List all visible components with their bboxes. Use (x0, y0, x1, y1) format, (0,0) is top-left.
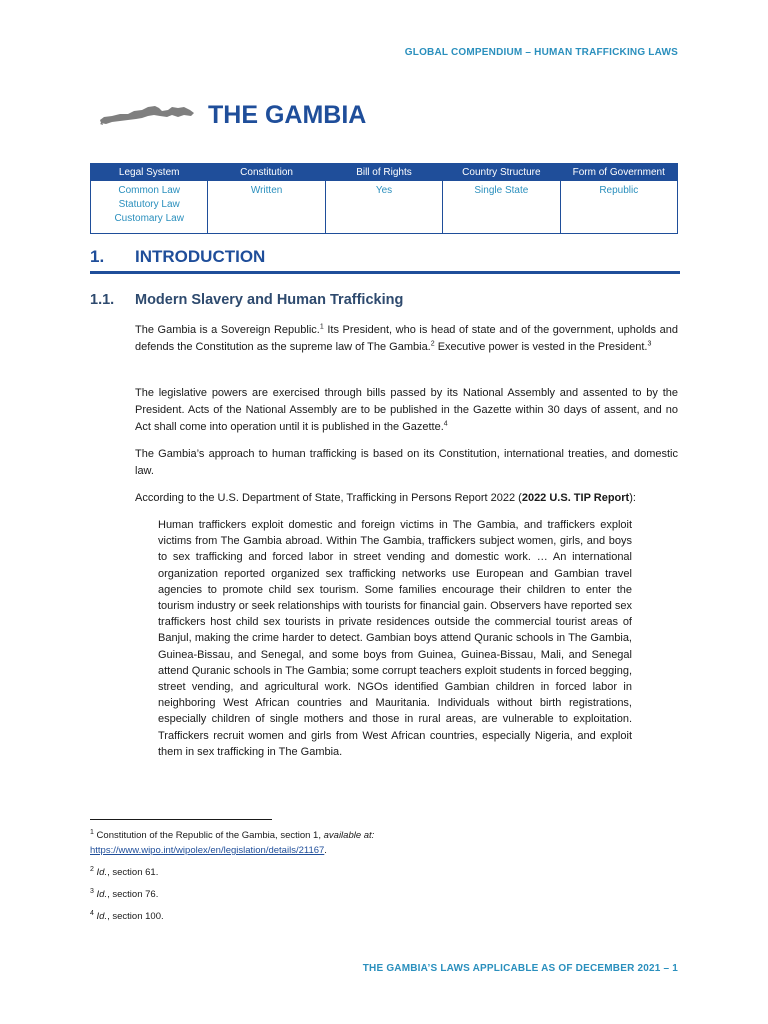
header-legal-system: Legal System (91, 164, 208, 181)
cell-form-of-government: Republic (560, 181, 677, 234)
section-number: 1. (90, 247, 105, 266)
italic-text: available at: (323, 830, 375, 841)
legal-system-item: Common Law (118, 185, 181, 196)
header-form-of-government: Form of Government (560, 164, 677, 181)
text-span: The legislative powers are exercised through bills passed by its National Assembly and assented to by the President. Acts of the National Assembly are to be published in the Gazette within 30 days of assent, and no Act shall come into operation until it is published in the Gazette. (135, 387, 678, 433)
cell-constitution: Written (208, 181, 325, 234)
footnote-ref[interactable]: 3 (647, 340, 652, 348)
italic-text: Id. (96, 867, 108, 878)
paragraph-legislative-powers (135, 385, 678, 436)
footnote-1 (90, 828, 374, 858)
section-title: INTRODUCTION (135, 247, 266, 266)
footnote-number: 4 (90, 909, 94, 917)
bold-term: 2022 U.S. TIP Report (521, 492, 630, 504)
cell-bill-of-rights: Yes (325, 181, 442, 234)
footnote-2 (90, 865, 158, 880)
footnote-ref[interactable]: 2 (430, 340, 435, 348)
italic-text: Id. (96, 911, 108, 922)
text-span: The Gambia is a Sovereign Republic. (135, 324, 320, 336)
text-span: , section 100. (107, 911, 164, 922)
footnote-ref[interactable]: 4 (443, 420, 448, 428)
text-span: According to the U.S. Department of State, Trafficking in Persons Report 2022 ( (135, 492, 522, 504)
footnote-number: 1 (90, 828, 94, 836)
running-footer: THE GAMBIA’S LAWS APPLICABLE AS OF DECEMBER 2021 – 1 (362, 963, 678, 974)
running-header: GLOBAL COMPENDIUM – HUMAN TRAFFICKING LAWS (404, 47, 678, 58)
footnote-4 (90, 909, 164, 924)
footnote-3 (90, 887, 158, 902)
text-span: Constitution of the Republic of the Gambia, section 1, (93, 830, 324, 841)
gambia-map-icon (98, 99, 196, 131)
paragraph-tip-report-intro (135, 490, 678, 507)
table-row (91, 181, 678, 234)
footnote-number: 3 (90, 887, 94, 895)
cell-legal-system (91, 181, 208, 234)
text-span: , section 61. (107, 867, 159, 878)
text-span: Its President, who is head of state and of the government, upholds and defends the Constitution as the supreme law of The Gambia. (135, 324, 678, 353)
footnote-divider (90, 819, 272, 820)
subsection-heading (90, 292, 403, 308)
paragraph-sovereign-republic (135, 322, 678, 356)
text-span: Executive power is vested in the President. (434, 341, 648, 353)
subsection-title: Modern Slavery and Human Trafficking (135, 292, 404, 308)
paragraph-approach: The Gambia’s approach to human trafficking is based on its Constitution, international treaties, and domestic law. (135, 448, 678, 477)
text-span: , section 76. (107, 889, 159, 900)
header-country-structure: Country Structure (443, 164, 560, 181)
legal-system-item: Customary Law (114, 213, 184, 224)
footnote-number: 2 (90, 865, 94, 873)
header-constitution: Constitution (208, 164, 325, 181)
section-heading-introduction (90, 247, 680, 274)
subsection-number: 1.1. (90, 292, 115, 308)
italic-text: Id. (96, 889, 108, 900)
country-title: THE GAMBIA (208, 100, 367, 129)
country-heading (98, 98, 366, 132)
cell-country-structure: Single State (443, 181, 560, 234)
footnote-ref[interactable]: 1 (319, 323, 324, 331)
country-facts-table (90, 163, 678, 234)
block-quote: Human traffickers exploit domestic and foreign victims in The Gambia, and traffickers exploit victims from The Gambia abroad. Within The Gambia, traffickers subject women, girls, and boys to sex trafficking and forced labor in street vending and domestic work. … An international organization reported organized sex trafficking networks use European and Gambian travel agencies to promote child sex tourism. Some families encourage their children to enter the tourism industry or seek relationships with tourists for financial gain. Observers have reported sex traffickers host child sex tourists in private residences outside the commercial tourist areas of Banjul, making the crime harder to detect. Gambian boys attend Quranic schools in The Gambia, Guinea-Bissau, and Senegal, and some boys from Guinea, Guinea-Bissau, Mali, and Senegal attend Quranic schools in The Gambia; some corrupt teachers exploit students in forced begging, street vending, and agricultural work. NGOs identified Gambian children in forced labor in neighboring West African countries and Mauritania. Individuals without birth registrations, especially children of single mothers and those in rural areas, are vulnerable to exploitation. Traffickers recruit women and girls from West African countries, especially Nigeria, and exploit them in sex trafficking in The Gambia. (158, 519, 632, 758)
footnote-link[interactable]: https://www.wipo.int/wipolex/en/legislation/details/21167 (90, 845, 325, 856)
header-bill-of-rights: Bill of Rights (325, 164, 442, 181)
text-span: . (324, 845, 327, 856)
legal-system-item: Statutory Law (118, 199, 180, 210)
table-header-row (91, 164, 678, 181)
text-span: ): (629, 492, 636, 504)
